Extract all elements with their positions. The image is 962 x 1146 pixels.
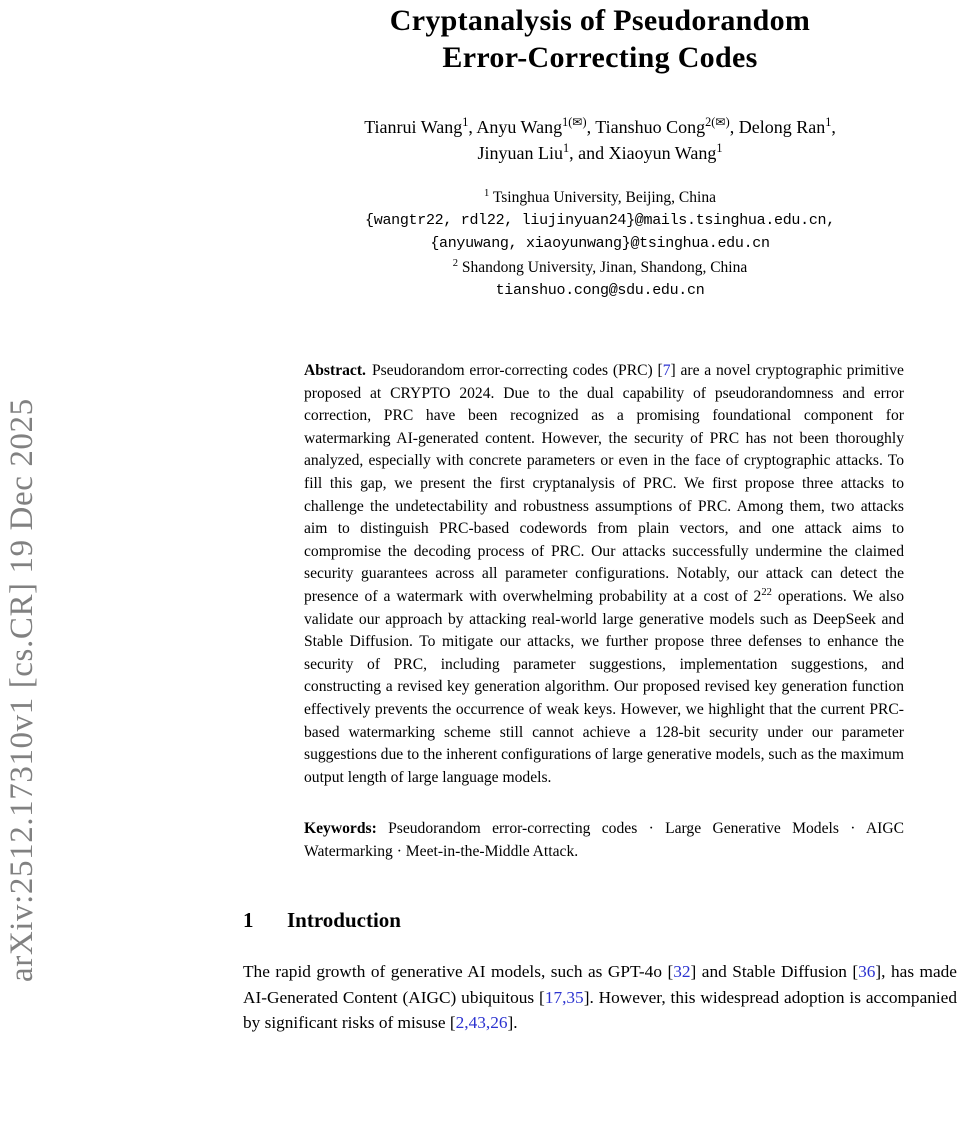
paper-content: [243, 0, 957, 1035]
section-heading: [243, 908, 957, 932]
abstract-body: Pseudorandom error-correcting codes (PRC) [7] are a novel cryptographic primitive proposed at CRYPTO 2024. Due to the dual capability of pseudorandomness and error correction, PRC have been recognized as a promising foundational component for watermarking AI-generated content. However, the security of PRC has not been thoroughly analyzed, especially with concrete parameters or even in the face of cryptographic attacks. To fill this gap, we present the first cryptanalysis of PRC. We first propose three attacks to challenge the undetectability and robustness assumptions of PRC. Among them, two attacks aim to distinguish PRC-based codewords from plain vectors, and one attack aims to compromise the decoding process of PRC. Our attacks successfully undermine the claimed security guarantees across all parameter configurations. Notably, our attack can detect the presence of a watermark with overwhelming probability at a cost of $2^{22}$ operations. We also validate our approach by attacking real-world large generative models such as DeepSeek and Stable Diffusion. To mitigate our attacks, we further propose three defenses to enhance the security of PRC, including parameter suggestions, implementation suggestions, and constructing a revised key generation algorithm. Our proposed revised key generation function effectively prevents the occurrence of weak keys. However, we highlight that the current PRC-based watermarking scheme still cannot achieve a 128-bit security under our parameter suggestions due to the inherent configurations of large generative models, such as the maximum output length of large language models.: [304, 362, 904, 786]
citation-link[interactable]: 17,35: [544, 987, 584, 1007]
section-number: 1: [243, 908, 254, 933]
abstract-paragraph: [304, 360, 904, 789]
abstract-block: [304, 360, 904, 863]
affiliation-2: $^2$ Shandong University, Jinan, Shandong, China: [452, 257, 748, 276]
email-line-1: {wangtr22, rdl22, liujinyuan24}@mails.tsinghua.edu.cn,: [365, 212, 835, 230]
affiliations: [243, 186, 957, 302]
paper-title-line1: Cryptanalysis of Pseudorandom: [389, 4, 811, 37]
superscript: 1: [825, 115, 832, 129]
email-line-3: tianshuo.cong@sdu.edu.cn: [495, 281, 705, 299]
keywords-paragraph: [304, 818, 904, 863]
email-line-2: {anyuwang, xiaoyunwang}@tsinghua.edu.cn: [430, 235, 770, 253]
superscript: 1: [716, 141, 723, 155]
citation-link[interactable]: 32: [673, 962, 691, 982]
keywords-body: Pseudorandom error-correcting codes · Large Generative Models · AIGC Watermarking · Meet-in-the-Middle Attack.: [304, 820, 904, 860]
keywords-label: Keywords:: [304, 820, 377, 838]
arxiv-watermark: arXiv:2512.17310v1 [cs.CR] 19 Dec 2025: [4, 398, 40, 982]
superscript: 1: [462, 115, 469, 129]
paper-title: [243, 0, 957, 76]
superscript: 22: [761, 586, 772, 598]
citation-link[interactable]: 2,43,26: [455, 1012, 508, 1032]
superscript: 1: [484, 187, 490, 199]
author-line-1: Tianrui Wang$^1$, Anyu Wang$^{1(✉)}$, Tianshuo Cong$^{2(✉)}$, Delong Ran$^1$,: [364, 115, 836, 137]
citation-link[interactable]: 36: [858, 962, 876, 982]
affiliation-1: $^1$ Tsinghua University, Beijing, China: [484, 187, 716, 206]
author-line-2: Jinyuan Liu$^1$, and Xiaoyun Wang$^1$: [477, 141, 723, 163]
superscript: 2: [452, 257, 459, 269]
superscript: 2(✉): [705, 115, 730, 129]
author-list: [243, 114, 957, 166]
section-title: Introduction: [287, 908, 401, 933]
superscript: 1: [563, 141, 570, 155]
intro-paragraph: The rapid growth of generative AI models, such as GPT-4o [32] and Stable Diffusion [36], has made AI-Generated Content (AIGC) ubiquitous [17,35]. However, this widespread adoption is accompanied by significant risks of misuse [2,43,26].: [243, 962, 957, 1032]
superscript: 1(✉): [562, 115, 587, 129]
abstract-label: Abstract.: [304, 362, 366, 380]
citation-link[interactable]: 7: [662, 362, 671, 380]
paper-title-line2: Error-Correcting Codes: [442, 41, 758, 74]
